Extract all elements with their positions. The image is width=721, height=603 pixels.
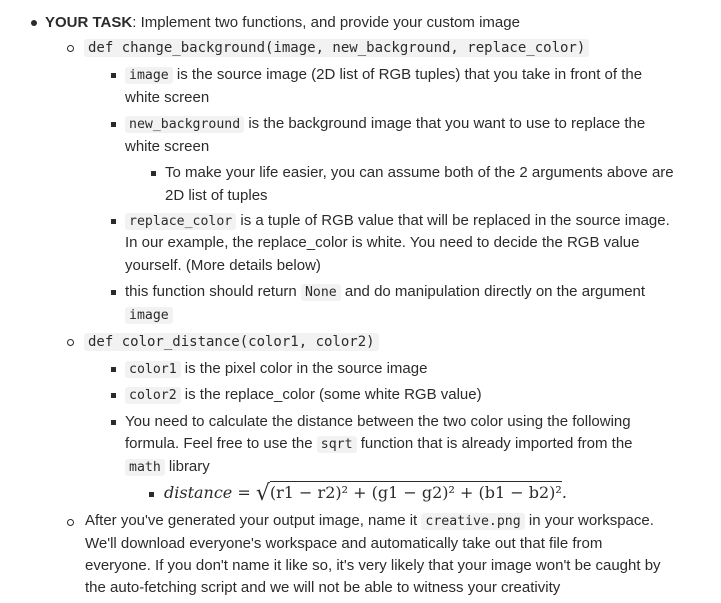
bullet-square-icon: [111, 219, 116, 224]
task-label: YOUR TASK: [45, 14, 133, 31]
after-l1: [85, 510, 654, 534]
fn1-b3-l3: yourself. (More details below): [125, 257, 321, 274]
fn1-b2-text: is the background image that you want to use to replace the: [244, 115, 646, 132]
after-l4: the auto-fetching script and we will not be able to witness your creativity: [85, 579, 561, 596]
code-none: None: [301, 284, 341, 301]
after-l2: We'll download everyone's workspace and automatically take out that file from: [85, 535, 603, 552]
fn1-signature: def change_background(image, new_background, replace_color): [84, 39, 589, 57]
bullet-square-icon: [151, 171, 156, 176]
fn2-b3-text-b: function that is already imported from the: [356, 435, 633, 452]
code-image-arg: image: [125, 307, 173, 324]
bullet-disc-icon: [31, 20, 37, 26]
fn1-subbullet-l1: To make your life easier, you can assume both of the 2 arguments above are: [165, 164, 674, 181]
code-color1: color1: [125, 361, 181, 378]
fn2-b3-l2: [125, 433, 633, 457]
fn1-b4-l2: [125, 304, 173, 328]
fn1-b4-text-a: this function should return: [125, 283, 301, 300]
sqrt-icon: √: [255, 481, 270, 506]
fn2-b3-text-a: formula. Feel free to use the: [125, 435, 317, 452]
fn1-signature-line: [84, 37, 589, 60]
fn1-b1-text: is the source image (2D list of RGB tuples) that you take in front of the: [172, 66, 643, 83]
code-new-background: new_background: [125, 116, 244, 133]
bullet-square-icon: [149, 492, 154, 497]
distance-formula: [164, 481, 567, 505]
code-color2: color2: [125, 387, 181, 404]
fn2-bullet-color2: [125, 384, 482, 408]
bullet-circle-icon: [67, 519, 74, 526]
fn1-subbullet-l2: 2D list of tuples: [165, 187, 268, 204]
fn1-b3-l2: In our example, the replace_color is white. You need to decide the RGB value: [125, 234, 640, 251]
fn1-bullet-image-cont: white screen: [125, 89, 210, 106]
bullet-square-icon: [111, 122, 116, 127]
bullet-circle-icon: [67, 45, 74, 52]
fn1-bullet-new-background-cont: white screen: [125, 138, 210, 155]
fn2-signature: def color_distance(color1, color2): [84, 333, 379, 351]
after-text-a: After you've generated your output image, name it: [85, 512, 422, 529]
fn2-b3-text-c: library: [164, 458, 210, 475]
code-math: math: [125, 459, 165, 476]
fn1-bullet-return: [125, 281, 645, 305]
fn2-b3-l1: You need to calculate the distance between the two color using the following: [125, 413, 631, 430]
code-creative-png: creative.png: [421, 513, 524, 530]
fn1-bullet-replace-color: [125, 210, 670, 234]
after-l3: everyone. If you don't name it like so, it's very likely that your image won't be caught by: [85, 557, 661, 574]
fn1-b4-text-b: and do manipulation directly on the argument: [340, 283, 646, 300]
code-replace-color: replace_color: [125, 213, 236, 230]
code-sqrt: sqrt: [317, 436, 357, 453]
task-text: : Implement two functions, and provide your custom image: [132, 14, 520, 31]
task-heading: [45, 12, 520, 35]
bullet-square-icon: [111, 290, 116, 295]
after-text-b: in your workspace.: [524, 512, 654, 529]
bullet-square-icon: [111, 420, 116, 425]
bullet-square-icon: [111, 367, 116, 372]
code-image: image: [125, 67, 173, 84]
formula-lhs: distance: [164, 483, 233, 502]
fn1-bullet-image: [125, 64, 642, 88]
bullet-square-icon: [111, 73, 116, 78]
fn2-signature-line: [84, 331, 379, 354]
bullet-square-icon: [111, 393, 116, 398]
fn2-bullet-color1: [125, 358, 427, 382]
formula-end: .: [561, 483, 567, 502]
fn2-b3-l3: [125, 456, 210, 480]
fn1-b3-text: is a tuple of RGB value that will be replaced in the source image.: [236, 212, 670, 229]
fn2-b1-text: is the pixel color in the source image: [180, 360, 428, 377]
bullet-circle-icon: [67, 339, 74, 346]
formula-radicand: (r1 − r2)² + (g1 − g2)² + (b1 − b2)²: [269, 483, 562, 502]
fn2-b2-text: is the replace_color (some white RGB value): [180, 386, 482, 403]
formula-equals: =: [232, 483, 256, 502]
fn1-bullet-new-background: [125, 113, 645, 137]
